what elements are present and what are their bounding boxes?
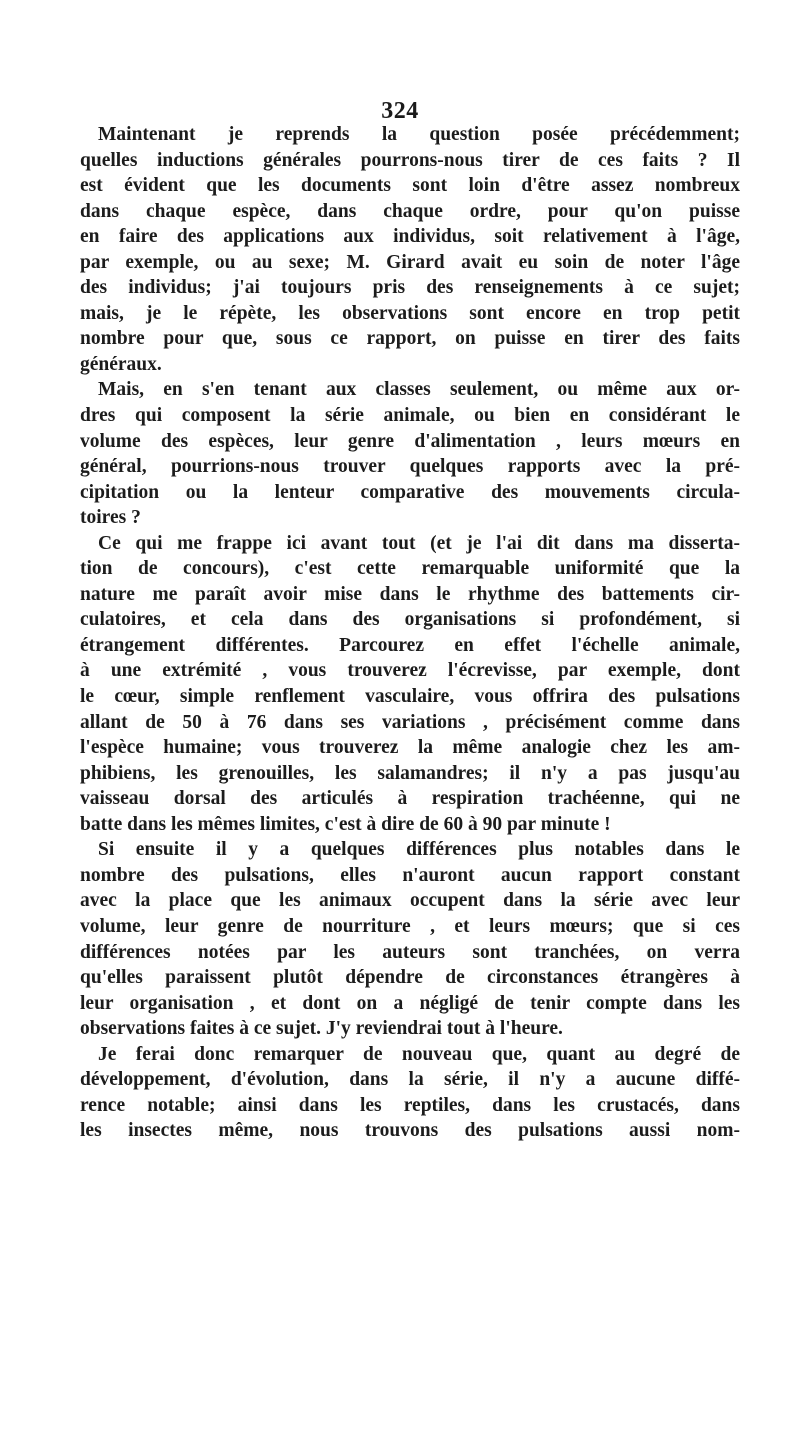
text-line: est évident que les documents sont loin d'être assez nombreux	[80, 175, 740, 197]
paragraph	[80, 1042, 740, 1144]
text-line: développement, d'évolution, dans la série, il n'y a aucune diffé-	[80, 1069, 740, 1091]
text-line: les insectes même, nous trouvons des pulsations aussi nom-	[80, 1120, 740, 1142]
text-line: le cœur, simple renflement vasculaire, vous offrira des pulsations	[80, 686, 740, 708]
paragraph	[80, 377, 740, 530]
text-line: Mais, en s'en tenant aux classes seulement, ou même aux or-	[98, 379, 740, 401]
text-line: à une extrémité , vous trouverez l'écrevisse, par exemple, dont	[80, 660, 740, 682]
text-line: général, pourrions-nous trouver quelques rapports avec la pré-	[80, 456, 740, 478]
text-line: phibiens, les grenouilles, les salamandres; il n'y a pas jusqu'au	[80, 762, 740, 784]
paragraph	[80, 122, 740, 377]
text-line: volume des espèces, leur genre d'alimentation , leurs mœurs en	[80, 430, 740, 452]
text-line: culatoires, et cela dans des organisations si profondément, si	[80, 609, 740, 631]
text-line: cipitation ou la lenteur comparative des mouvements circula-	[80, 481, 740, 503]
text-line: mais, je le répète, les observations sont encore en trop petit	[80, 302, 740, 324]
text-line: quelles inductions générales pourrons-nous tirer de ces faits ? Il	[80, 149, 740, 171]
text-line: Je ferai donc remarquer de nouveau que, quant au degré de	[98, 1043, 740, 1065]
body-text	[80, 122, 740, 1144]
text-line: généraux.	[80, 353, 162, 375]
text-line: dres qui composent la série animale, ou bien en considérant le	[80, 405, 740, 427]
text-line: rence notable; ainsi dans les reptiles, dans les crustacés, dans	[80, 1094, 740, 1116]
text-line: par exemple, ou au sexe; M. Girard avait eu soin de noter l'âge	[80, 251, 740, 273]
text-line: différences notées par les auteurs sont tranchées, on verra	[80, 941, 740, 963]
text-line: batte dans les mêmes limites, c'est à dire de 60 à 90 par minute !	[80, 813, 611, 835]
text-line: avec la place que les animaux occupent dans la série avec leur	[80, 890, 740, 912]
text-line: nombre des pulsations, elles n'auront aucun rapport constant	[80, 864, 740, 886]
page-number: 324	[381, 98, 419, 124]
text-line: nature me paraît avoir mise dans le rhythme des battements cir-	[80, 583, 740, 605]
text-line: Si ensuite il y a quelques différences plus notables dans le	[98, 839, 740, 861]
text-line: leur organisation , et dont on a négligé de tenir compte dans les	[80, 992, 740, 1014]
text-line: dans chaque espèce, dans chaque ordre, pour qu'on puisse	[80, 200, 740, 222]
text-line: en faire des applications aux individus, soit relativement à l'âge,	[80, 226, 740, 248]
text-line: vaisseau dorsal des articulés à respiration trachéenne, qui ne	[80, 788, 740, 810]
text-line: volume, leur genre de nourriture , et leurs mœurs; que si ces	[80, 915, 740, 937]
text-line: étrangement différentes. Parcourez en effet l'échelle animale,	[80, 634, 740, 656]
text-line: l'espèce humaine; vous trouverez la même analogie chez les am-	[80, 737, 740, 759]
paragraph	[80, 531, 740, 838]
text-line: observations faites à ce sujet. J'y reviendrai tout à l'heure.	[80, 1018, 563, 1040]
text-line: des individus; j'ai toujours pris des renseignements à ce sujet;	[80, 277, 740, 299]
text-line: tion de concours), c'est cette remarquable uniformité que la	[80, 558, 740, 580]
text-line: allant de 50 à 76 dans ses variations , précisément comme dans	[80, 711, 740, 733]
text-line: Maintenant je reprends la question posée précédemment;	[98, 124, 740, 145]
text-line: nombre pour que, sous ce rapport, on puisse en tirer des faits	[80, 328, 740, 350]
text-line: Ce qui me frappe ici avant tout (et je l'ai dit dans ma disserta-	[98, 532, 740, 554]
text-line: qu'elles paraissent plutôt dépendre de circonstances étrangères à	[80, 967, 740, 989]
paragraph	[80, 837, 740, 1041]
text-line: toires ?	[80, 507, 141, 529]
